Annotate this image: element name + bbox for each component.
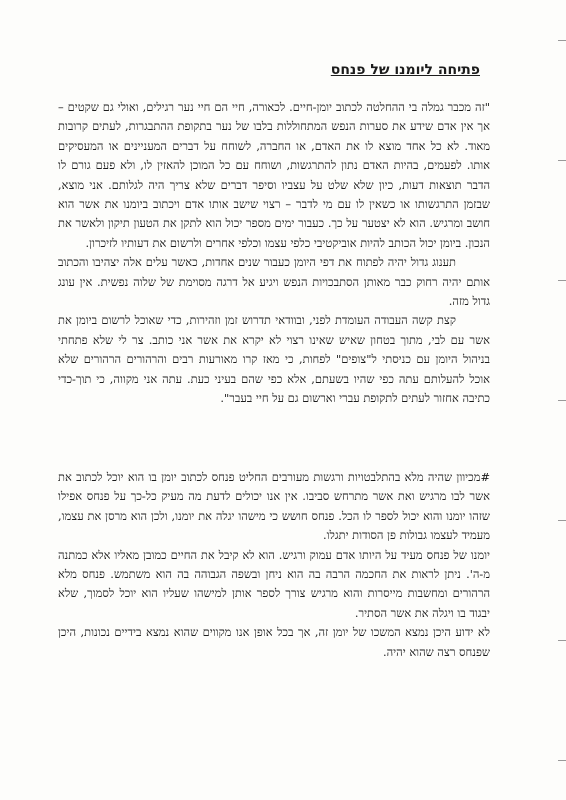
paragraph: קצת קשה העבודה העומדת לפני, ובוודאי תדרוש זמן וזהירות, כדי שאוכל לרשום ביומן את אשר עם לבי, מתוך בטחון שאיש שאינו רצוי לא יקרא את אשר אני כותב. צר לי שלא פתחתי בניהול היומן עם כניסתי ל"צופים" לפחות, כי מאז קרו מאורעות רבים והרהורים הרהורים שלא אוכל להעלותם עתה כפי שהיו בשעתם, אלא כפי שהם בעיני כעת. עתה אני מקווה, כי תוך-כדי כתיבה אחזור לעתים לתקופת עברי וארשום גם על חיי בעבר". <box>58 313 490 406</box>
paragraph: "זה מכבר גמלה בי ההחלטה לכתוב יומן-חיים. לכאורה, חיי הם חיי נער רגילים, ואולי גם שקטים – אך אין אדם שידע את סערות הנפש המתחוללות בלבו של נער בתקופת ההתבגרות, לעתים קרובות מאוד. לא כל אחד מוצא לו את האדם, או החברה, לשוחח על דברים המעניינים או המעסיקים אותו. לפעמים, בהיות האדם נתון להתרגשות, ושוחח עם כל המוכן להאזין לו, ולא פעם גורם לו הדבר תוצאות דעות, כיון שלא שלט על עצביו וסיפר דברים שלא צריך היה לגלותם. אני מוצא, שבזמן התרגשותו או כשאין לו עם מי לדבר – רצוי שישב אותו אדם ויכתוב ביומנו את אשר הוא חושב ומרגיש. הוא לא יצטער על כך. כעבור ימים מספר יכול הוא לתקן את הטעון תיקון ולאשר את הנכון. ביומן יכול הכותב להיות אוביקטיבי כלפי עצמו וכלפי אחרים ולרשום את דעותיו לזיכרון. <box>58 100 490 250</box>
paragraph: לא ידוע היכן נמצא המשכו של יומן זה, אך בכל אופן אנו מקווים שהוא נמצא בידיים נכונות, היכן שפנחס רצה שהוא יהיה. <box>58 625 490 659</box>
paragraph: תענוג גדול יהיה לפתוח את דפי היומן כעבור שנים אחדות, כאשר עלים אלה יצהיבו והכתוב אותם יהיה רחוק כבר מאותן הסתבכויות הנפש ויגיע אל דרגה מסוימת של שלוה נפשית. אין עונג גדול מזה. <box>58 255 490 309</box>
scan-edge-mark <box>558 280 566 281</box>
scan-edge-mark <box>558 640 566 641</box>
paragraph: #מכיוון שהיה מלא בהתלבטויות ורגשות מעורבים החליט פנחס לכתוב יומן בו הוא יוכל לכתוב את אשר לבו מרגיש ואת אשר מתרחש סביבו. אין אנו יכולים לדעת מה מעיק כל-כך על פנחס אפילו שזהו יומנו והוא יכול לספר לו הכל. פנחס חושש כי מישהו יגלה את יומנו, ולכן הוא מרסן את עצמו, מעמיד לעצמו גבולות פן הסודות יתגלו. <box>58 470 490 543</box>
diary-quote-section <box>58 98 490 409</box>
scan-edge-mark <box>558 40 566 41</box>
scan-edge-mark <box>558 400 566 401</box>
scan-edge-mark <box>558 760 566 761</box>
scan-edge-mark <box>558 520 566 521</box>
page-title: פתיחה ליומנו של פנחס <box>330 62 480 78</box>
scan-edge-mark <box>558 160 566 161</box>
commentary-section <box>58 468 490 662</box>
paragraph: יומנו של פנחס מעיד על היותו אדם עמוק ורגיש. הוא לא קיבל את החיים כמובן מאליו אלא כמתנה מ-ה'. ניתן לראות את החכמה הרבה בה הוא ניחן ובשפה הגבוהה בה הוא משתמש. פנחס מלא הרהורים ומחשבות מייסרות והוא מרגיש צורך לספר אותן למישהו שעליו הוא יוכל לסמוך, שלא יבגוד בו ויגלה את אשר הסתיר. <box>58 547 490 620</box>
